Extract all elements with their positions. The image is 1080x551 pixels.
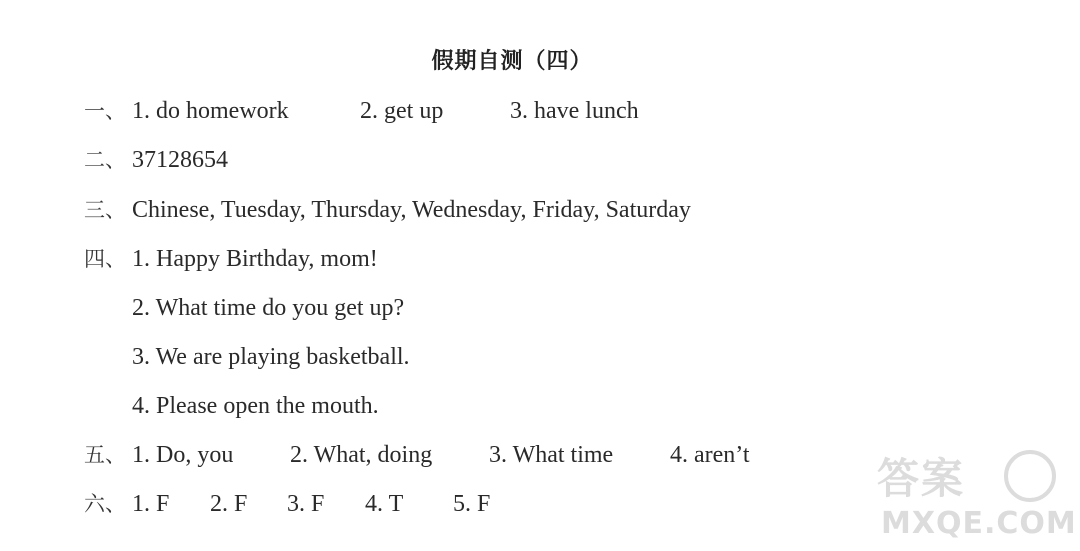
section-number: 二、	[84, 148, 126, 172]
answer-item: 3. We are playing basketball.	[132, 344, 410, 370]
answer-item: 1. Do, you	[132, 442, 234, 468]
answer-item: 4. T	[365, 491, 404, 517]
site-watermark	[877, 446, 1077, 541]
section-number: 一、	[84, 99, 126, 123]
section-number: 六、	[84, 492, 126, 516]
answer-item: 1. F	[132, 491, 170, 517]
answer-item: 2. What time do you get up?	[132, 295, 405, 321]
answer-item: 4. aren’t	[670, 442, 750, 468]
watermark-text: 答案	[877, 454, 966, 503]
answer-item: 3. have lunch	[510, 98, 639, 124]
answer-item: 3. What time	[489, 442, 614, 468]
watermark-url: MXQE.COM	[881, 506, 1077, 541]
answer-item: 5. F	[453, 491, 491, 517]
answer-item: 4. Please open the mouth.	[132, 393, 379, 419]
section-number: 四、	[84, 247, 126, 271]
answer-row-1	[84, 96, 784, 126]
answer-item: 3. F	[287, 491, 325, 517]
answer-text: 37128654	[132, 147, 228, 173]
answer-row-4-2	[132, 293, 404, 323]
answer-row-4	[84, 244, 378, 274]
answer-item: 1. do homework	[132, 98, 289, 124]
section-number: 三、	[84, 198, 126, 222]
answer-row-6	[84, 489, 584, 519]
answer-item: 2. What, doing	[290, 442, 433, 468]
answer-row-3	[84, 195, 691, 225]
answer-row-2	[84, 145, 228, 175]
answer-item: 2. F	[210, 491, 248, 517]
page-title: 假期自测（四）	[431, 49, 593, 74]
answer-row-4-3	[132, 342, 410, 372]
section-number: 五、	[84, 443, 126, 467]
answer-row-5	[84, 440, 784, 470]
watermark-logo-icon	[1004, 450, 1056, 502]
answer-item: 2. get up	[360, 98, 444, 124]
answer-row-4-4	[132, 391, 379, 421]
answer-text: Chinese, Tuesday, Thursday, Wednesday, Friday, Saturday	[132, 197, 691, 223]
answer-item: 1. Happy Birthday, mom!	[132, 246, 378, 272]
